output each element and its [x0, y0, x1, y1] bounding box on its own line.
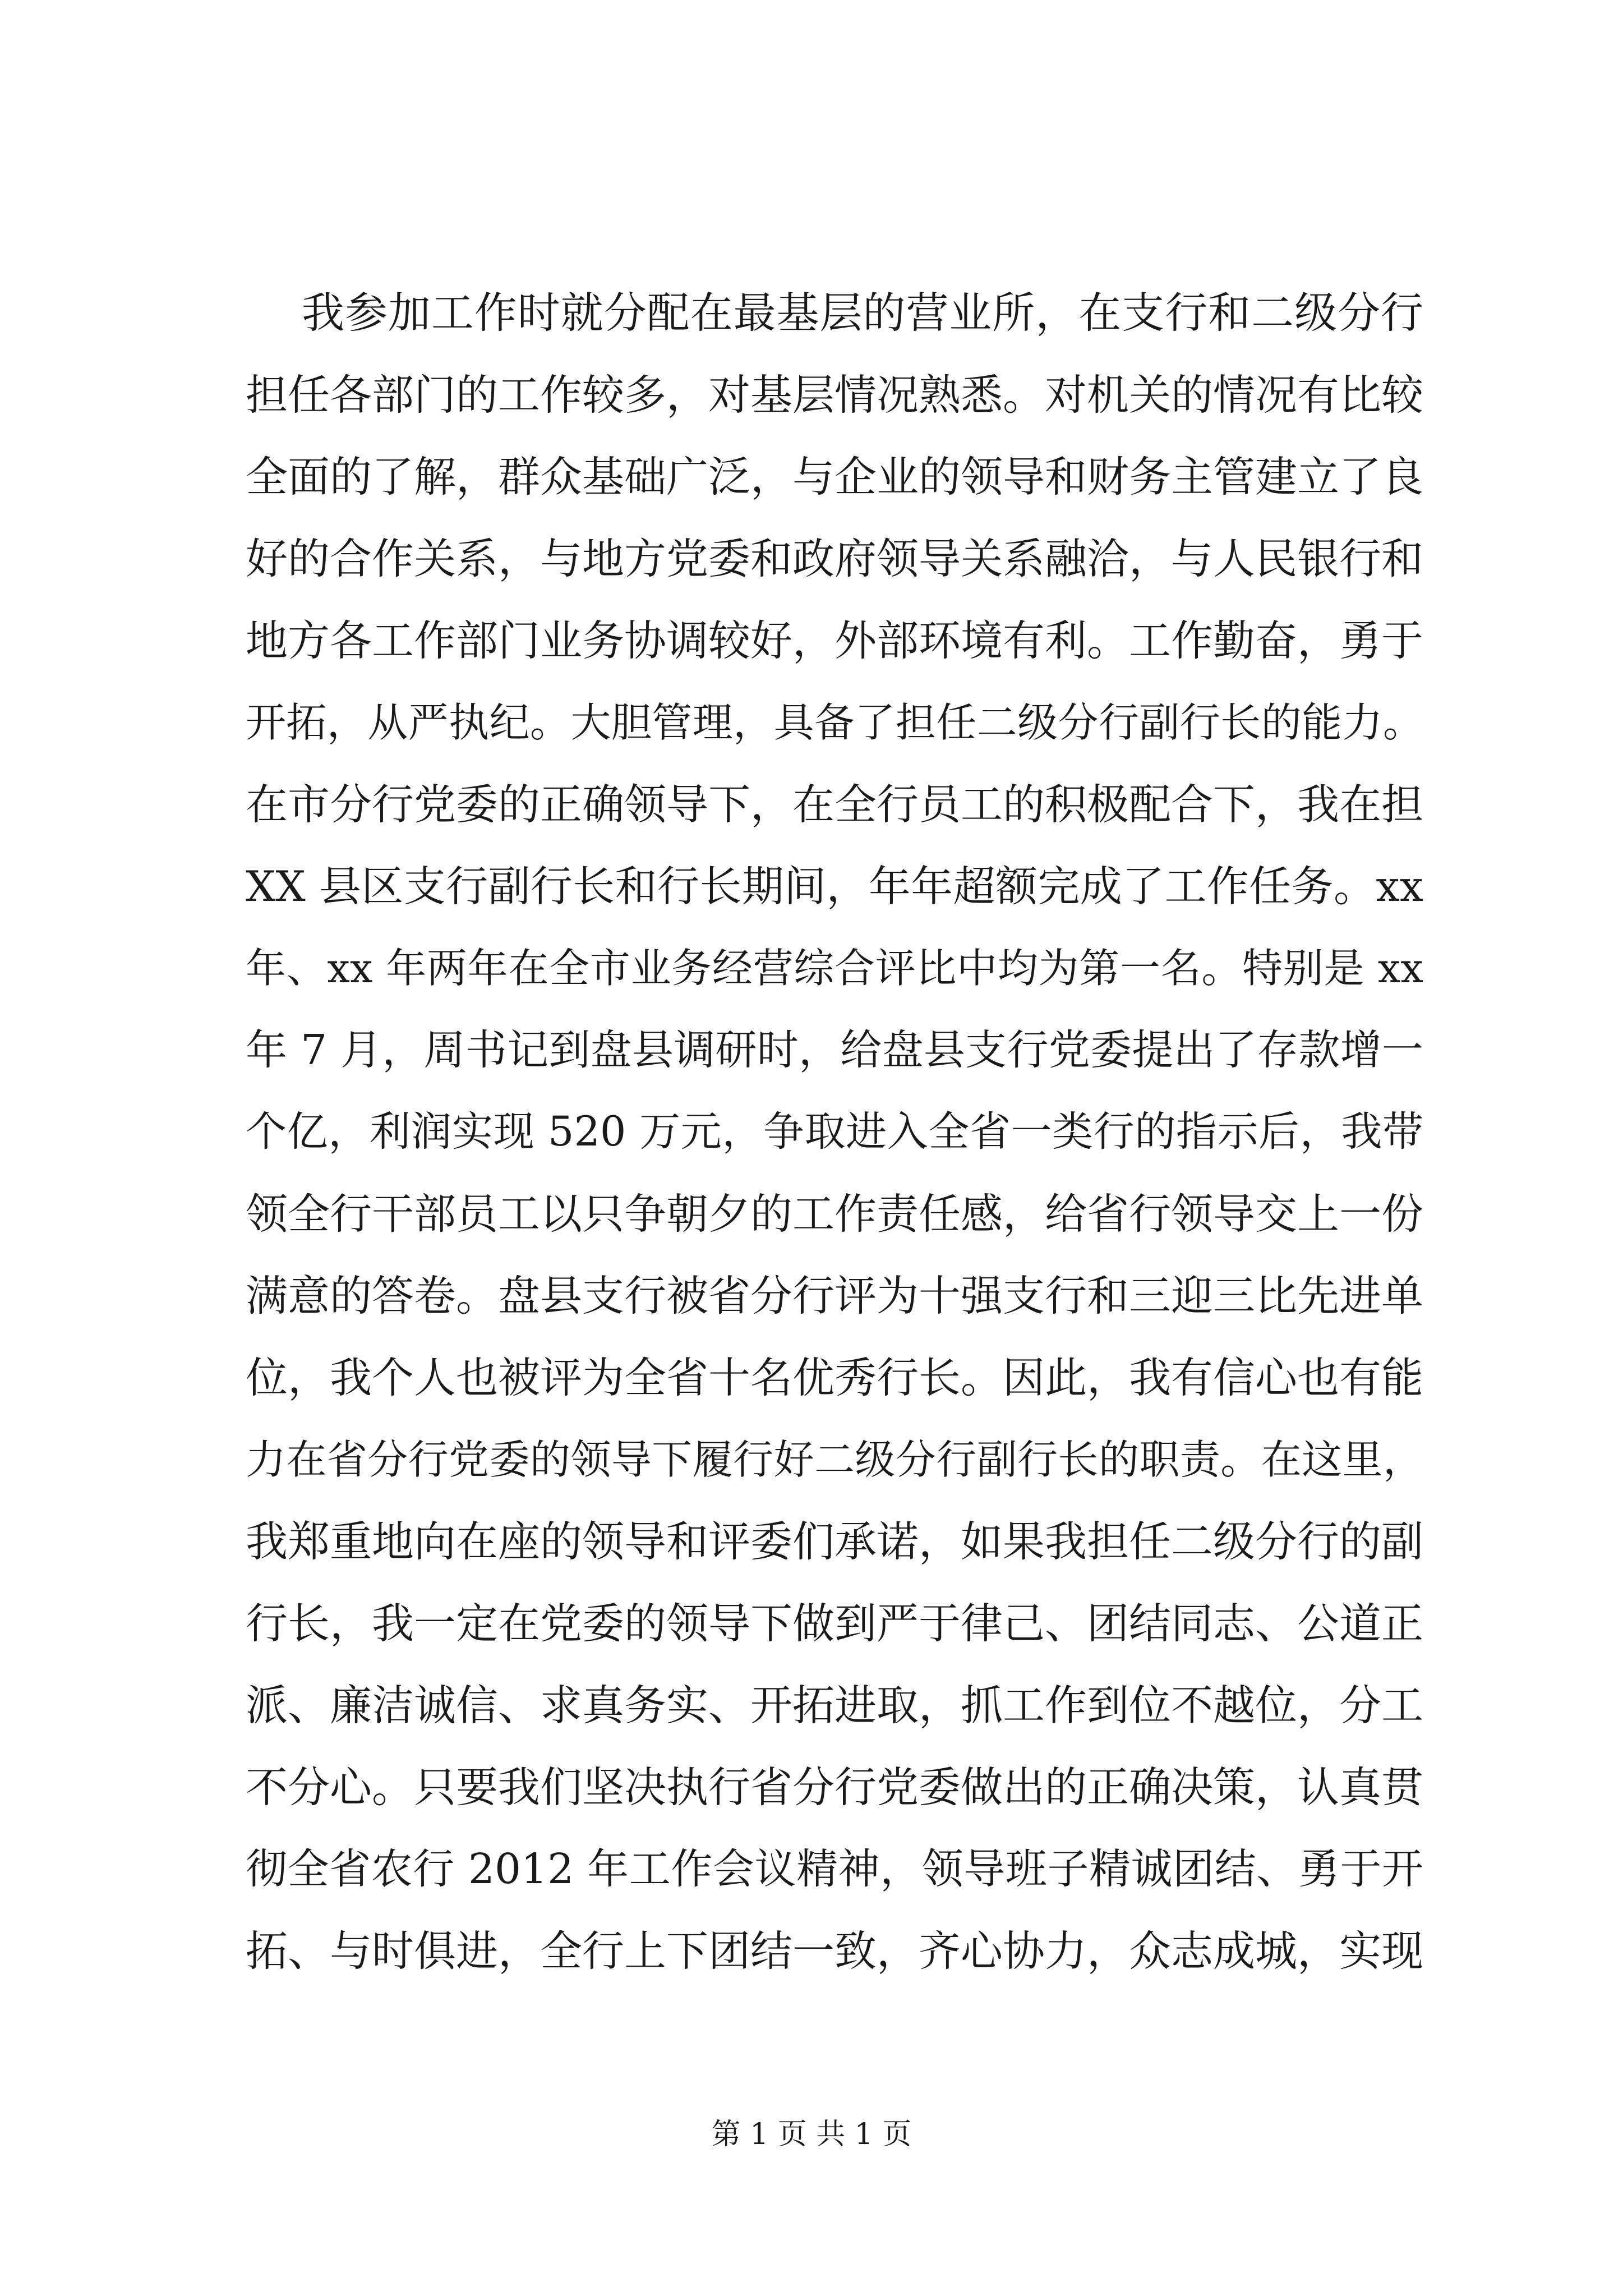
paragraph-line-18: 派、廉洁诚信、求真务实、开拓进取，抓工作到位不越位，分工: [246, 1681, 1424, 1730]
paragraph-line-16: 我郑重地向在座的领导和评委们承诺，如果我担任二级分行的副: [246, 1517, 1424, 1566]
paragraph-line-14: 位，我个人也被评为全省十名优秀行长。因此，我有信心也有能: [246, 1353, 1424, 1402]
paragraph-line-9: 年、xx 年两年在全市业务经营综合评比中均为第一名。特别是 xx: [246, 945, 1423, 992]
paragraph-line-17: 行长，我一定在党委的领导下做到严于律己、团结同志、公道正: [246, 1599, 1424, 1648]
paragraph-line-4: 好的合作关系，与地方党委和政府领导关系融洽，与人民银行和: [246, 534, 1424, 583]
paragraph-line-8: XX 县区支行副行长和行长期间，年年超额完成了工作任务。xx: [246, 862, 1423, 911]
paragraph-line-19: 不分心。只要我们坚决执行省分行党委做出的正确决策，认真贯: [246, 1763, 1424, 1812]
paragraph-line-2: 担任各部门的工作较多，对基层情况熟悉。对机关的情况有比较: [246, 370, 1424, 420]
paragraph-line-11: 个亿，利润实现 520 万元，争取进入全省一类行的指示后，我带: [246, 1108, 1423, 1156]
paragraph-line-10: 年 7 月，周书记到盘县调研时，给盘县支行党委提出了存款增一: [246, 1026, 1423, 1074]
paragraph-line-6: 开拓，从严执纪。大胆管理，具备了担任二级分行副行长的能力。: [246, 699, 1423, 746]
page-number-footer: 第 1 页 共 1 页: [711, 2118, 912, 2151]
paragraph-line-13: 满意的答卷。盘县支行被省分行评为十强支行和三迎三比先进单: [246, 1271, 1424, 1320]
paragraph-line-7: 在市分行党委的正确领导下，在全行员工的积极配合下，我在担: [246, 780, 1424, 829]
paragraph-line-1: 我参加工作时就分配在最基层的营业所，在支行和二级分行: [302, 288, 1423, 338]
paragraph-line-3: 全面的了解，群众基础广泛，与企业的领导和财务主管建立了良: [246, 452, 1424, 501]
paragraph-line-5: 地方各工作部门业务协调较好，外部环境有利。工作勤奋，勇于: [246, 616, 1424, 665]
paragraph-line-15: 力在省分行党委的领导下履行好二级分行副行长的职责。在这里，: [246, 1436, 1423, 1483]
paragraph-line-12: 领全行干部员工以只争朝夕的工作责任感，给省行领导交上一份: [246, 1189, 1424, 1239]
paragraph-line-21: 拓、与时俱进，全行上下团结一致，齐心协力，众志成城，实现: [246, 1926, 1424, 1976]
paragraph-line-20: 彻全省农行 2012 年工作会议精神，领导班子精诚团结、勇于开: [246, 1845, 1423, 1893]
